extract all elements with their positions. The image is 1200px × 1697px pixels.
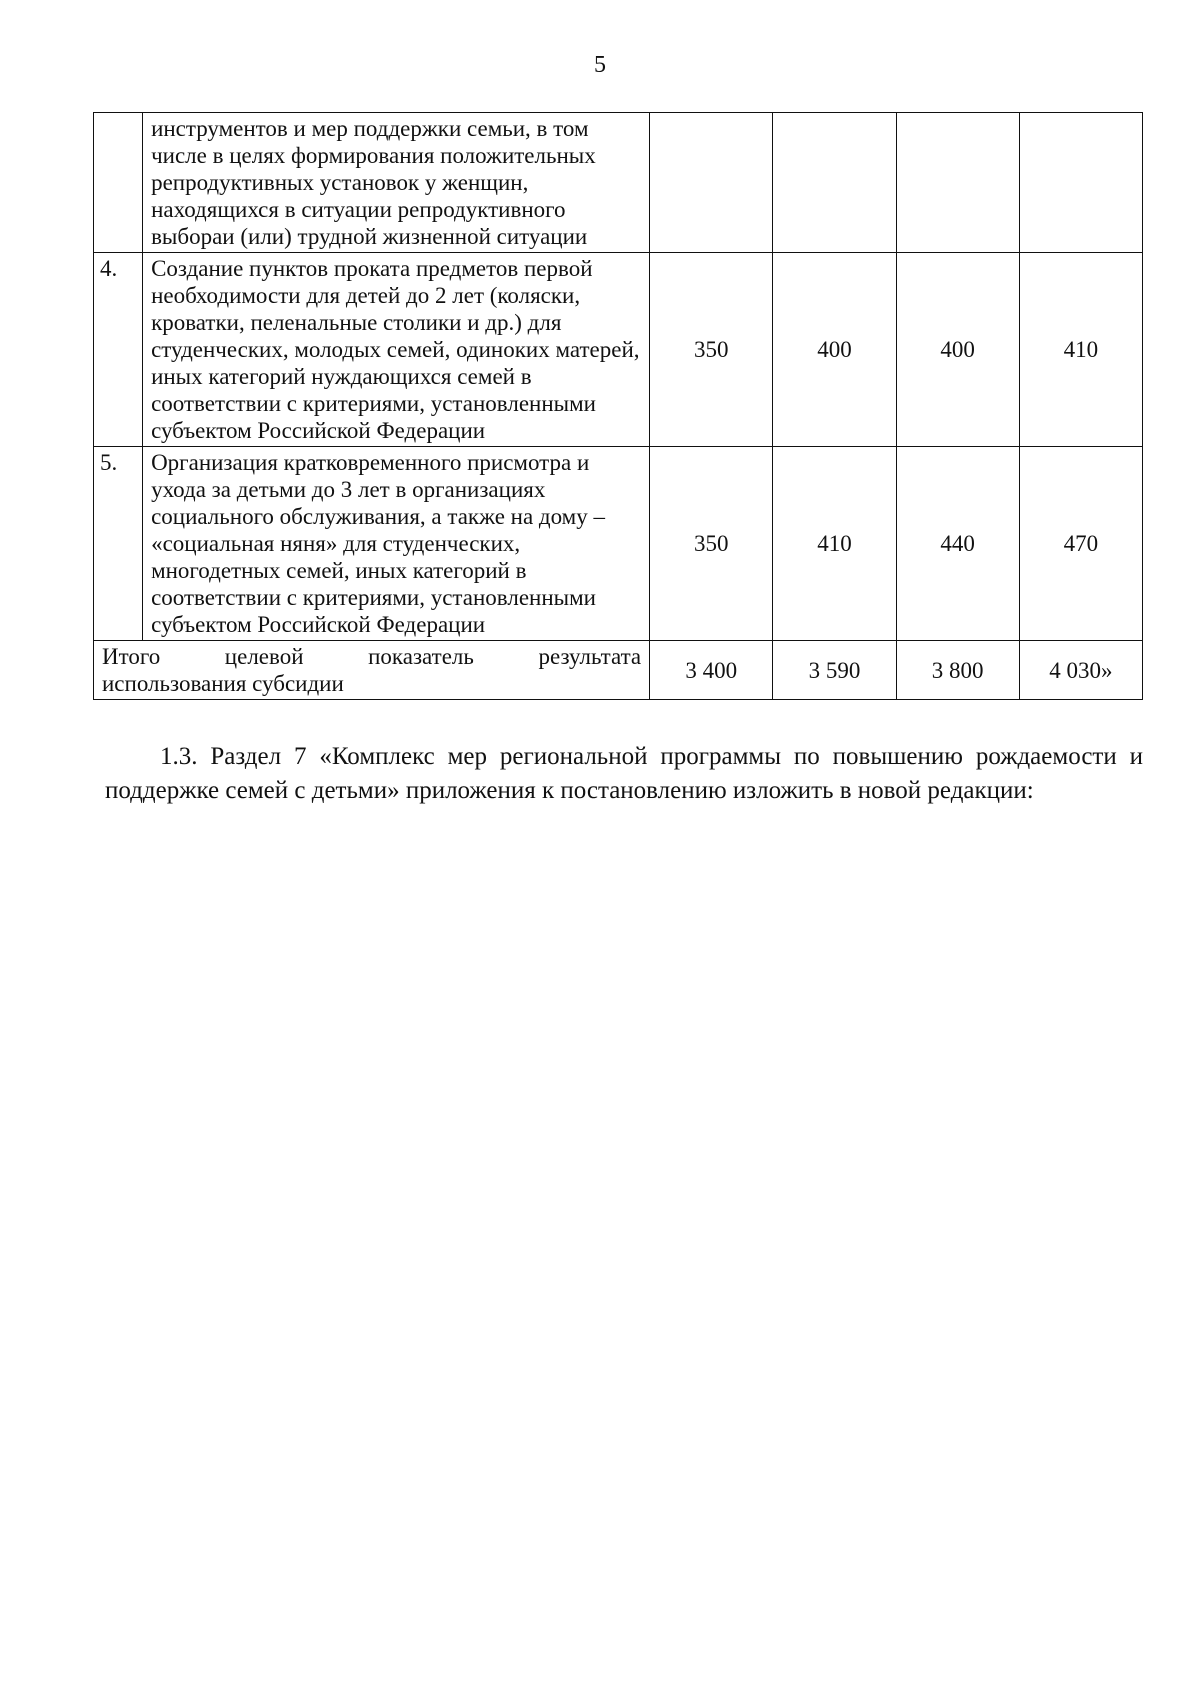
row-number (94, 113, 143, 253)
page-number: 5 (594, 52, 606, 78)
row-value: 400 (773, 253, 896, 447)
table-row (94, 447, 1143, 641)
row-value: 410 (1019, 253, 1142, 447)
row-description: Организация кратковременного присмотра и ухода за детьми до 3 лет в организациях социального обслуживания, а также на дому – «социальная няня» для студенческих, многодетных семей, иных категорий в соответствии с критериями, установленными субъектом Российской Федерации (143, 447, 650, 641)
section-paragraph: 1.3. Раздел 7 «Комплекс мер региональной программы по повышению рождаемости и поддержке семей с детьми» приложения к постановлению изложить в новой редакции: (105, 743, 1143, 804)
measures-table (93, 112, 1143, 700)
total-value: 3 400 (650, 641, 773, 700)
row-value: 400 (896, 253, 1019, 447)
total-label-line2: использования субсидии (102, 671, 344, 696)
row-description: инструментов и мер поддержки семьи, в том числе в целях формирования положительных репродуктивных установок у женщин, находящихся в ситуации репродуктивного выбораи (или) трудной жизненной ситуации (143, 113, 650, 253)
row-value: 440 (896, 447, 1019, 641)
row-value (773, 113, 896, 253)
table-total-row (94, 641, 1143, 700)
table-row (94, 113, 1143, 253)
row-value: 350 (650, 447, 773, 641)
row-value: 350 (650, 253, 773, 447)
row-value (650, 113, 773, 253)
total-value: 3 800 (896, 641, 1019, 700)
row-number: 4. (94, 253, 143, 447)
row-value: 410 (773, 447, 896, 641)
total-value: 3 590 (773, 641, 896, 700)
row-number: 5. (94, 447, 143, 641)
row-description: Создание пунктов проката предметов первой необходимости для детей до 2 лет (коляски, кроватки, пеленальные столики и др.) для студенческих, молодых семей, одиноких матерей, иных категорий нуждающихся семей в соответствии с критериями, установленными субъектом Российской Федерации (143, 253, 650, 447)
total-label (94, 641, 650, 700)
total-label-line1: Итого целевой показатель результата (102, 644, 642, 669)
total-value: 4 030» (1019, 641, 1142, 700)
table-row (94, 253, 1143, 447)
row-value (896, 113, 1019, 253)
row-value (1019, 113, 1142, 253)
row-value: 470 (1019, 447, 1142, 641)
